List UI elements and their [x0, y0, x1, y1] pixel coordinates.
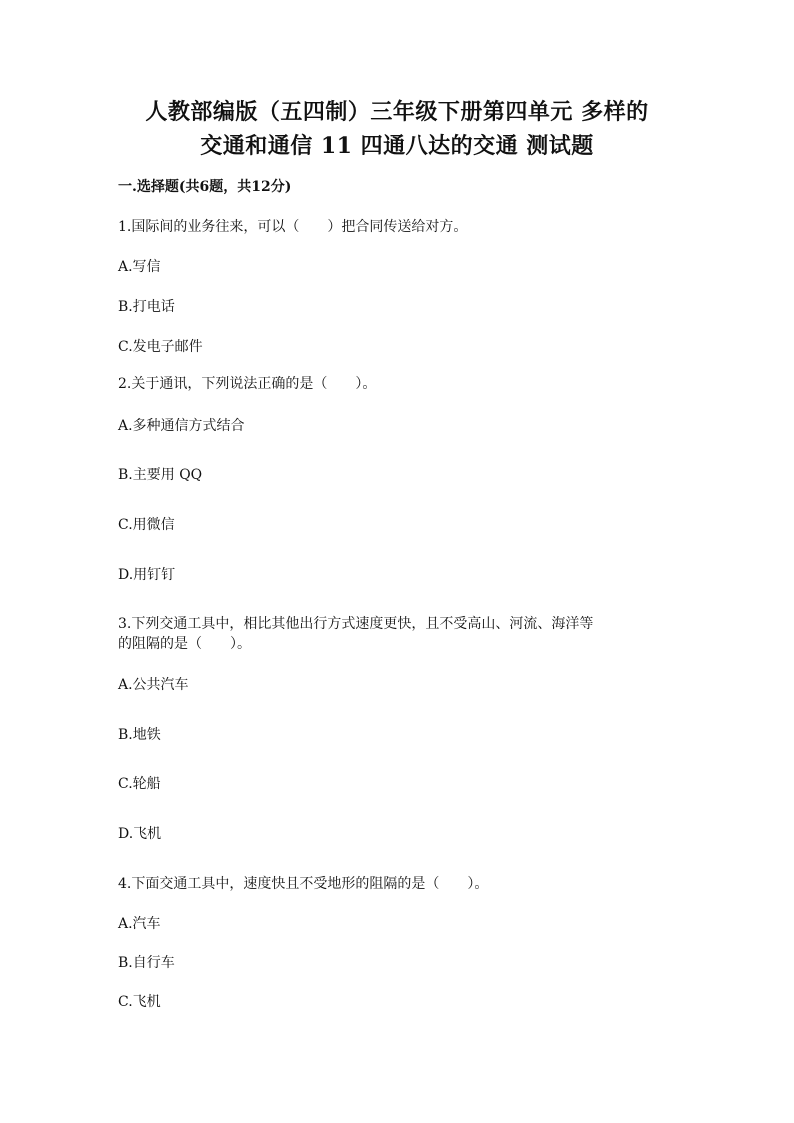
document-title-line-2: 交通和通信 11 四通八达的交通 测试题 [200, 133, 594, 159]
question-2-option-a: A.多种通信方式结合 [118, 418, 245, 434]
question-3-stem-line-1: 3.下列交通工具中，相比其他出行方式速度更快，且不受高山、河流、海洋等 [118, 616, 594, 632]
question-4-option-b: B.自行车 [118, 955, 175, 971]
document-title-line-1: 人教部编版（五四制）三年级下册第四单元 多样的 [145, 99, 649, 125]
question-1-option-c: C.发电子邮件 [118, 339, 203, 355]
question-4-option-a: A.汽车 [118, 916, 161, 932]
question-3-option-b: B.地铁 [118, 727, 161, 743]
question-3-option-c: C.轮船 [118, 776, 161, 792]
question-1-stem: 1.国际间的业务往来，可以（ ）把合同传送给对方。 [118, 219, 468, 235]
question-4-option-c: C.飞机 [118, 994, 161, 1010]
question-2-option-b: B.主要用 QQ [118, 467, 203, 483]
question-1-option-a: A.写信 [118, 259, 161, 275]
question-1-option-b: B.打电话 [118, 299, 175, 315]
question-2-option-c: C.用微信 [118, 517, 175, 533]
question-2-stem: 2.关于通讯，下列说法正确的是（ ）。 [118, 376, 377, 392]
question-2-option-d: D.用钉钉 [118, 567, 176, 583]
question-4-stem: 4.下面交通工具中，速度快且不受地形的阻隔的是（ ）。 [118, 876, 489, 892]
section-heading: 一.选择题(共6题，共12分) [118, 179, 292, 195]
question-3-stem-line-2: 的阻隔的是（ ）。 [118, 636, 251, 652]
question-3-option-d: D.飞机 [118, 826, 162, 842]
question-3-option-a: A.公共汽车 [118, 677, 189, 693]
